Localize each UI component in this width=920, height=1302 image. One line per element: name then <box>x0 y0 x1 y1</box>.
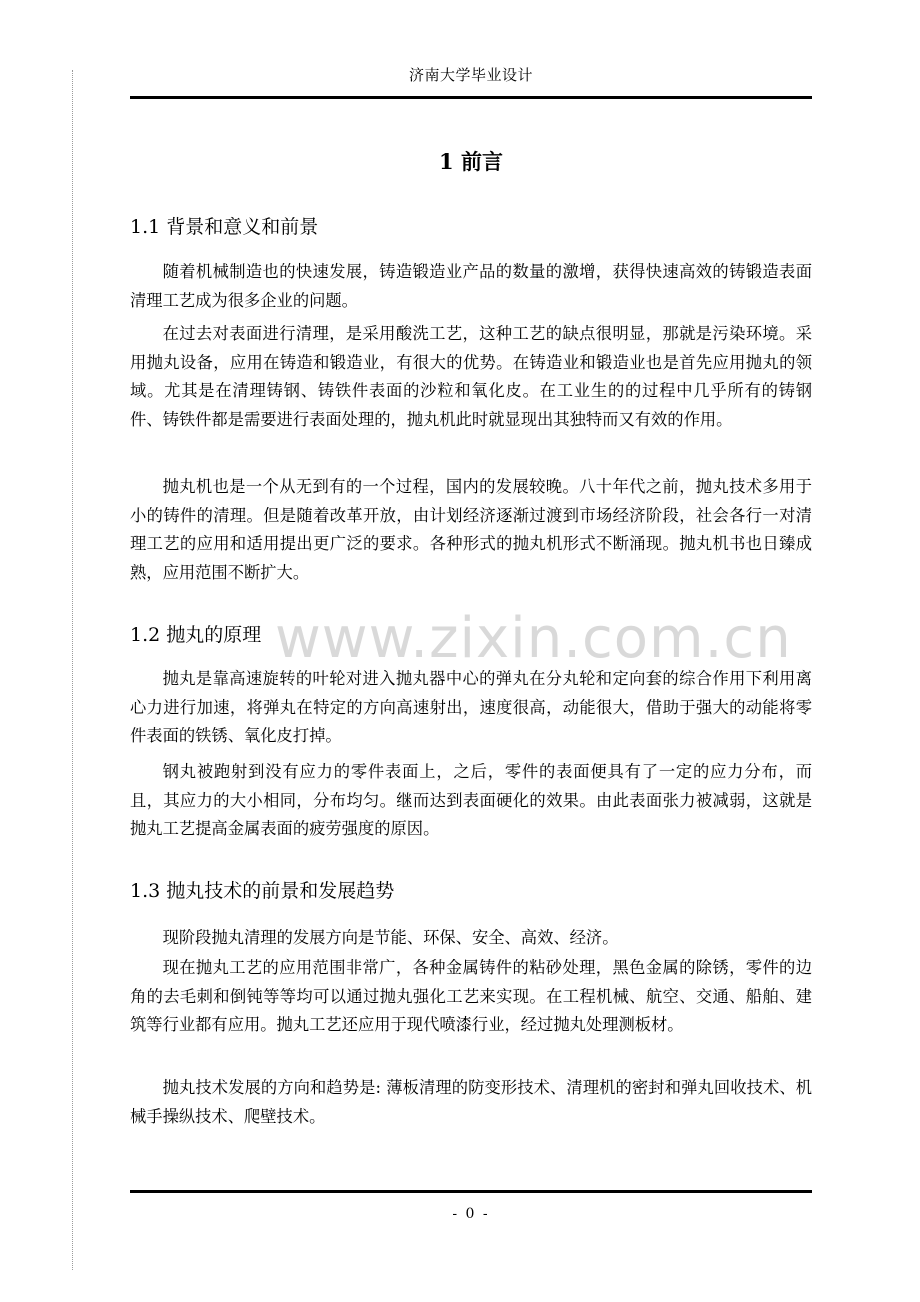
section-title-1-1: 1.1 背景和意义和前景 <box>130 216 319 238</box>
paragraph: 现在抛丸工艺的应用范围非常广，各种金属铸件的粘砂处理，黑色金属的除锈，零件的边角的去毛刺和倒钝等等均可以通过抛丸强化工艺来实现。在工程机械、航空、交通、船舶、建筑等行业都有应用。抛丸工艺还应用于现代喷漆行业，经过抛丸处理测板材。 <box>130 958 812 1034</box>
paragraph: 随着机械制造也的快速发展，铸造锻造业产品的数量的激增，获得快速高效的铸锻造表面清理工艺成为很多企业的问题。 <box>130 262 812 310</box>
page-number: - 0 - <box>452 1206 490 1222</box>
page-header-title: 济南大学毕业设计 <box>408 66 533 84</box>
paragraph: 抛丸机也是一个从无到有的一个过程，国内的发展较晚。八十年代之前，抛丸技术多用于小的铸件的清理。但是随着改革开放，由计划经济逐渐过渡到市场经济阶段，社会各行一对清理工艺的应用和适用提出更广泛的要求。各种形式的抛丸机形式不断涌现。抛丸机书也日臻成熟，应用范围不断扩大。 <box>130 477 812 582</box>
paragraph: 钢丸被跑射到没有应力的零件表面上，之后，零件的表面便具有了一定的应力分布，而且，其应力的大小相同，分布均匀。继而达到表面硬化的效果。由此表面张力被减弱，这就是抛丸工艺提高金属表面的疲劳强度的原因。 <box>130 762 812 838</box>
section-title-1-3: 1.3 抛丸技术的前景和发展趋势 <box>130 880 395 902</box>
footer-rule <box>130 1190 812 1193</box>
paragraph: 现阶段抛丸清理的发展方向是节能、环保、安全、高效、经济。 <box>162 928 619 947</box>
paragraph: 在过去对表面进行清理，是采用酸洗工艺，这种工艺的缺点很明显，那就是污染环境。采用抛丸设备，应用在铸造和锻造业，有很大的优势。在铸造业和锻造业也是首先应用抛丸的领域。尤其是在清理铸钢、铸铁件表面的沙粒和氧化皮。在工业生的的过程中几乎所有的铸钢件、铸铁件都是需要进行表面处理的，抛丸机此时就显现出其独特而又有效的作用。 <box>130 324 812 429</box>
watermark-text: www.zixin.com.cn <box>275 606 792 671</box>
section-title-1-2: 1.2 抛丸的原理 <box>130 624 262 646</box>
chapter-title: 1 前言 <box>439 149 503 174</box>
binding-dotted-line <box>72 70 73 1270</box>
header-rule <box>130 96 812 99</box>
paragraph: 抛丸技术发展的方向和趋势是: 薄板清理的防变形技术、清理机的密封和弹丸回收技术、机械手操纵技术、爬壁技术。 <box>130 1078 812 1126</box>
paragraph: 抛丸是靠高速旋转的叶轮对进入抛丸器中心的弹丸在分丸轮和定向套的综合作用下利用离心力进行加速，将弹丸在特定的方向高速射出，速度很高，动能很大，借助于强大的动能将零件表面的铁锈、氧化皮打掉。 <box>130 669 812 745</box>
